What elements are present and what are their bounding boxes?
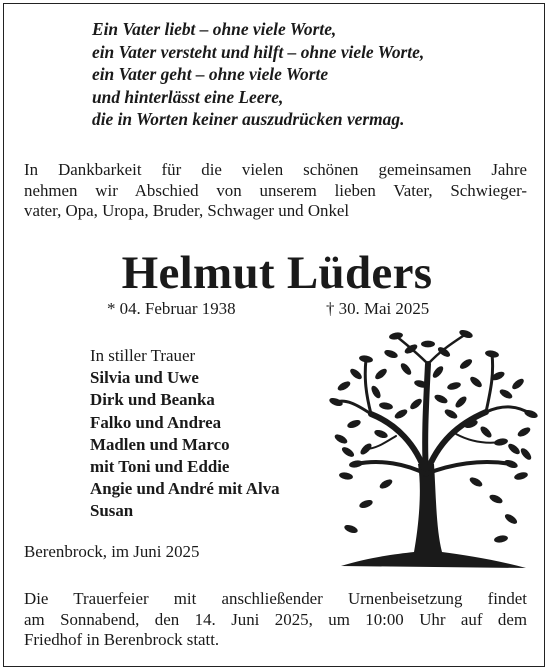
tree-leaf [373, 367, 388, 381]
tree-branch [426, 462, 511, 474]
tree-leaf [436, 345, 451, 359]
tree-leaf [378, 478, 394, 491]
tree-leaf [346, 418, 361, 429]
tree-leaf [339, 471, 354, 480]
tree-icon [326, 324, 538, 574]
tree-leaf [488, 493, 504, 505]
poem-line: und hinterlässt eine Leere, [92, 86, 284, 107]
tree-branch [486, 354, 493, 412]
mourner-name: Madlen und Marco [90, 434, 230, 454]
tree-leaf [393, 408, 409, 421]
tree-leaf [468, 476, 484, 489]
tree-leaf [431, 364, 445, 379]
tree-branch [356, 462, 426, 474]
tree-leaf [454, 395, 469, 410]
tree-leaf [510, 377, 525, 391]
mourner-name: Silvia und Uwe [90, 368, 199, 388]
tree-leaf [373, 428, 388, 439]
birth-date: * 04. Februar 1938 [107, 299, 236, 318]
tree-leaf [498, 388, 514, 401]
tree-leaf [519, 446, 533, 461]
tree-leaf [359, 354, 374, 363]
tree-leaf [516, 426, 532, 439]
tree-leaf [379, 401, 394, 410]
tree-branch [365, 359, 371, 414]
tree-leaf [494, 437, 509, 446]
tree-leaf [349, 459, 364, 468]
mourner-name: mit Toni und Eddie [90, 457, 230, 477]
tree-leaf [494, 534, 509, 543]
tree-leaf [468, 375, 483, 389]
mourners-list [90, 345, 280, 523]
intro-line: vater, Opa, Uropa, Bruder, Schwager und Onkel [24, 201, 350, 220]
poem-line: Ein Vater liebt – ohne viele Worte, [92, 19, 337, 39]
mourner-name: Susan [90, 501, 134, 521]
intro-text [24, 160, 527, 222]
tree-leaf [328, 396, 343, 407]
place-date: Berenbrock, im Juni 2025 [24, 542, 200, 561]
tree-leaf [348, 367, 363, 381]
tree-leaf [443, 408, 459, 421]
tree-branch [486, 407, 531, 414]
tree-leaf [399, 361, 413, 376]
tree-leaf [421, 341, 435, 348]
tree-branch [428, 334, 466, 364]
funeral-line: Die Trauerfeier mit anschließender Urnenbeisetzung findet [24, 589, 527, 608]
tree-leaf [503, 512, 518, 526]
tree-branch [456, 434, 501, 443]
tree-leaf [479, 425, 494, 440]
tree-leaf [503, 458, 518, 469]
death-date: † 30. Mai 2025 [326, 299, 430, 318]
tree-leaf [485, 349, 500, 358]
tree-leaf [513, 471, 528, 481]
deceased-name: Helmut Lüders [121, 247, 433, 299]
mourner-name: Dirk und Beanka [90, 390, 215, 410]
tree-leaf [383, 348, 398, 359]
poem [92, 18, 424, 131]
obituary-card [3, 3, 545, 667]
tree-leaf [506, 442, 521, 456]
funeral-line: Friedhof in Berenbrock statt. [24, 630, 220, 649]
tree-leaf [458, 357, 473, 371]
poem-line: ein Vater versteht und hilft – ohne viele Worte, [92, 41, 425, 62]
intro-line: nehmen wir Abschied von unserem lieben Vater, Schwieger- [24, 180, 527, 200]
funeral-line: am Sonnabend, den 14. Juni 2025, um 10:00 Uhr auf dem [24, 609, 527, 629]
tree-leaf [408, 397, 423, 411]
tree-leaf [343, 523, 358, 534]
mourner-name: Angie und André mit Alva [90, 479, 280, 499]
funeral-notice [24, 589, 527, 651]
tree-branch [425, 364, 428, 474]
mourning-heading: In stiller Trauer [90, 346, 196, 365]
tree-leaf [336, 380, 352, 393]
poem-line: ein Vater geht – ohne viele Worte [92, 64, 329, 85]
tree-leaf [433, 393, 449, 405]
mourner-name: Falko und Andrea [90, 412, 222, 432]
poem-line: die in Worten keiner auszudrücken vermag. [92, 109, 405, 130]
tree-leaf [340, 445, 355, 459]
tree-leaf [333, 433, 349, 446]
intro-line: In Dankbarkeit für die vielen schönen gemeinsamen Jahre [24, 160, 527, 179]
tree-leaf [370, 384, 383, 400]
tree-leaf [446, 381, 461, 391]
tree-leaf [358, 498, 373, 509]
